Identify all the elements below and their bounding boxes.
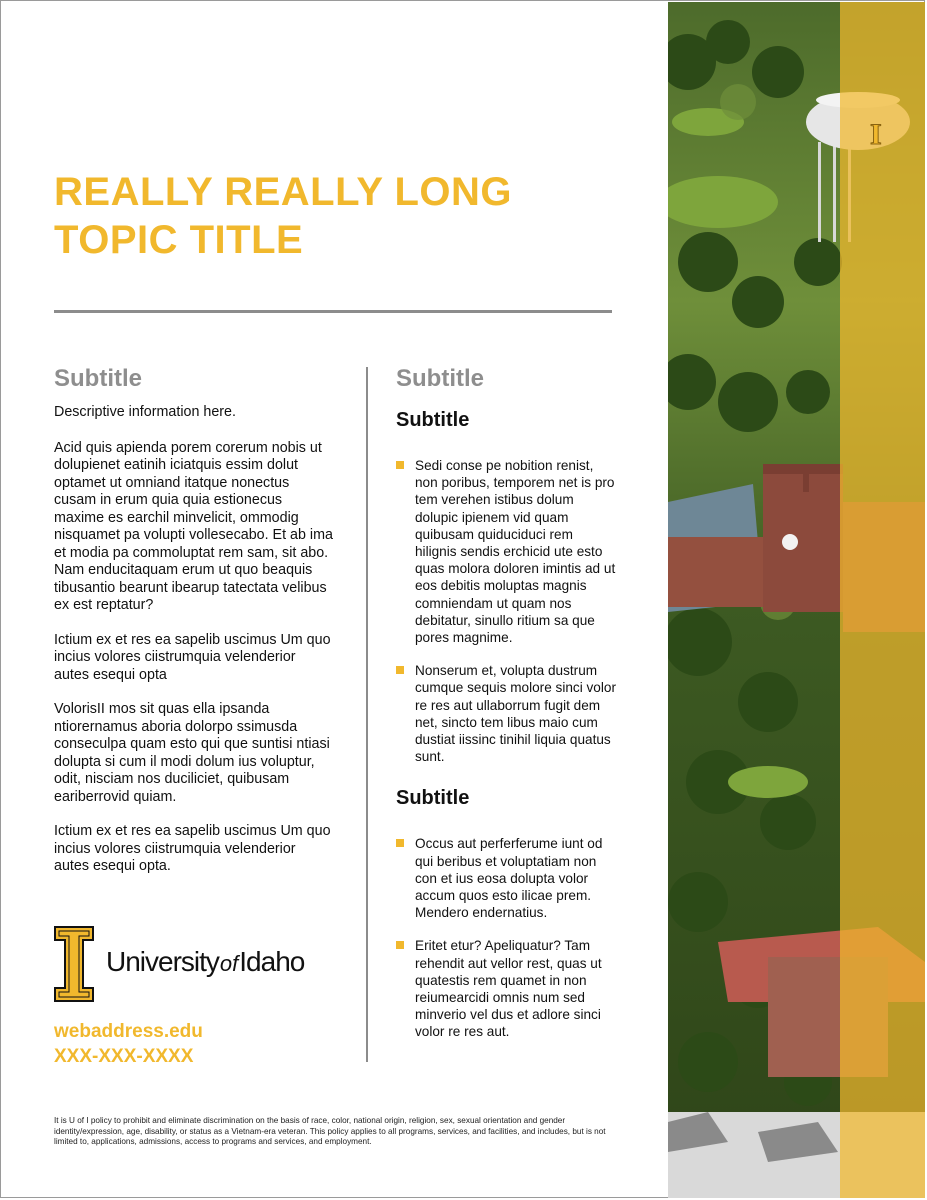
- title-line-2: TOPIC TITLE: [54, 218, 304, 262]
- bullet-list: [396, 457, 616, 765]
- title-divider: [54, 310, 612, 313]
- logo-wordmark: [106, 946, 304, 978]
- web-address[interactable]: webaddress.edu: [54, 1021, 203, 1042]
- body-paragraph: Acid quis apienda porem corerum nobis ut dolupienet eatinih iciatquis essim dolut optamet ut omniand itatque nonectus cusam in erum quia quia estionecus maxime es earchil minvelicit, ommodig nisquamet pa volupti vollesecabo. Et ab ima et modia pa commoluptat rem sam, sit abo. Nam enducitaquam erum ut quo beaquis tibusantio bearunt ibearup tatectata velibus ex est reptatur?: [54, 439, 333, 613]
- bullet-square-icon: [396, 666, 404, 674]
- bullet-item: Occus aut perferferume iunt od qui beribus et voluptatiam non con et ius eosa dolupta volor accum quos esto ilicae prem. Mendero endernatius.: [396, 835, 616, 921]
- right-column: [396, 363, 616, 1041]
- section-heading: Subtitle: [396, 787, 470, 810]
- bullet-square-icon: [396, 839, 404, 847]
- campus-aerial-photo: [668, 2, 925, 1198]
- left-column: [54, 363, 334, 876]
- nondiscrimination-statement: It is U of I policy to prohibit and eliminate discrimination on the basis of race, color, national origin, religion, sex, sexual orientation and gender identity/expression, age, disability, or status as a Vietnam-era veteran. This policy applies to all programs, services, and facilities, and includes, but is not limited to, applications, admissions, access to programs and services, and employment.: [54, 1116, 606, 1147]
- university-logo: [54, 926, 344, 1002]
- body-paragraph: Ictium ex et res ea sapelib uscimus Um quo incius volores ciistrumquia velenderior autes esequi opta: [54, 631, 331, 683]
- bullet-item: Eritet etur? Apeliquatur? Tam rehendit aut vellor rest, quas ut quatestis rem quamet in non reiumearcidi omnis num sed minverio vel dus et adlore sinci volor re res aut.: [396, 937, 616, 1040]
- phone-number: XXX-XXX-XXXX: [54, 1046, 194, 1067]
- logo-word-of: of: [219, 951, 239, 976]
- right-subtitle: Subtitle: [396, 365, 484, 392]
- logo-word-university: University: [106, 946, 219, 977]
- bullet-item: Nonserum et, volupta dustrum cumque sequis molore sinci volor re res aut ullaborrum fugit dem net, sincto tem libus maio cum dustiat iissinc tinihil liquia quatus sunt.: [396, 662, 616, 765]
- title-line-1: REALLY REALLY LONG: [54, 170, 512, 214]
- contact-block: [54, 1019, 203, 1069]
- section-heading: Subtitle: [396, 409, 470, 431]
- bullet-square-icon: [396, 941, 404, 949]
- water-tower-monogram: I: [870, 118, 882, 151]
- page-title: [54, 168, 614, 264]
- bullet-square-icon: [396, 461, 404, 469]
- logo-word-idaho: Idaho: [239, 946, 305, 977]
- body-paragraph: VolorisII mos sit quas ella ipsanda ntiorernamus aboria dolorpo ssimusda conseculpa quam esto qui que suntisi ntiasi dolupta si cum il modi dolum ius voluptur, odit, nisciam nos duciliciet, quibusam eariberrovid quiam.: [54, 701, 330, 805]
- left-subtitle: Subtitle: [54, 365, 142, 392]
- bullet-list: [396, 835, 616, 1040]
- bullet-item: Sedi conse pe nobition renist, non poribus, temporem net is pro tem verehen istibus dolum dolupic ipienem vid quam quibusam quiduciduci rem hilignis sendis erchicid ute esto quas molora doloren imintis ad ut eos debitis moluptas magnis comniendam ut quam nos debitatur, sinullo ritium sa que pores magnime.: [396, 457, 616, 646]
- intro-text: Descriptive information here.: [54, 404, 236, 420]
- column-divider: [366, 367, 368, 1062]
- idaho-i-monogram-icon: [54, 926, 94, 1002]
- body-paragraph: Ictium ex et res ea sapelib uscimus Um quo incius volores ciistrumquia velenderior autes esequi opta.: [54, 823, 331, 874]
